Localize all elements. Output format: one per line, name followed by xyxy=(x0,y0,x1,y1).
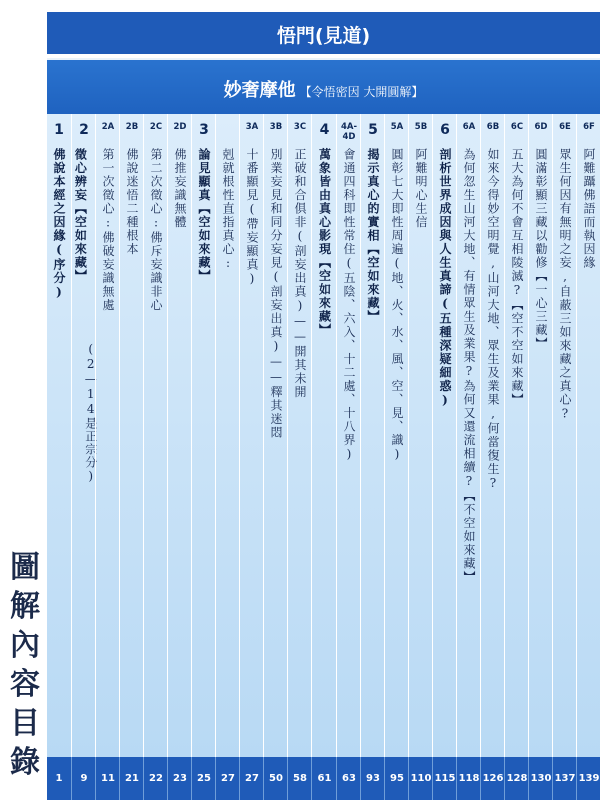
toc-column xyxy=(360,114,385,757)
section-title-text: 阿難躡佛語而執因緣 xyxy=(582,148,596,270)
section-number: 5 xyxy=(368,122,378,138)
toc-column xyxy=(552,114,577,757)
toc-column xyxy=(239,114,264,757)
page-number: 11 xyxy=(95,757,120,800)
toc-column xyxy=(215,114,240,757)
section-title-text: 會通四科即性常住(五陰、六入、十二處、十八界) xyxy=(342,148,356,463)
subsection-title: 妙奢摩他 xyxy=(223,80,296,101)
page-number: 1 xyxy=(55,773,63,784)
page-number: 130 xyxy=(528,757,553,800)
subsection-header xyxy=(47,58,600,116)
toc-column xyxy=(143,114,168,757)
toc-column xyxy=(287,114,312,757)
toc-column xyxy=(528,114,553,757)
section-number: 1 xyxy=(54,122,64,138)
toc-column xyxy=(71,114,96,757)
section-title-text: 十番顯見(帶妄顯真) xyxy=(245,148,259,287)
page-number: 118 xyxy=(456,757,481,800)
section-number: 3B xyxy=(269,122,283,132)
section-title-text: 為何忽生山河大地、有情眾生及業果?為何又還流相續?【不空如來藏】 xyxy=(462,148,476,584)
section-number: 6F xyxy=(583,122,595,132)
page-number: 22 xyxy=(143,757,168,800)
page-number: 50 xyxy=(263,757,288,800)
toc-column xyxy=(336,114,361,757)
section-number: 6 xyxy=(440,122,450,138)
section-number: 5A xyxy=(390,122,404,132)
section-number: 5B xyxy=(414,122,428,132)
section-title-text: 佛推妄識無體 xyxy=(173,148,187,229)
toc-column xyxy=(95,114,120,757)
toc-column xyxy=(576,114,601,757)
page-number: 93 xyxy=(360,757,385,800)
section-title-text: 第二次徵心:佛斥妄識非心 xyxy=(149,148,163,312)
page-number: 23 xyxy=(167,757,192,800)
section-number: 3 xyxy=(199,122,209,138)
section-number: 2A xyxy=(101,122,115,132)
page-number: 9 xyxy=(71,757,96,800)
subsection-note: 【令悟密因 大開圓解】 xyxy=(299,85,424,99)
section-title-text: 圓滿彰顯三藏以勸修【一心三藏】 xyxy=(534,148,548,351)
section-header xyxy=(47,12,600,56)
page-number: 21 xyxy=(119,757,144,800)
page-number: 128 xyxy=(504,757,529,800)
section-title-text: 五大為何不會互相陵滅?【空不空如來藏】 xyxy=(510,148,524,407)
section-title-text: 如來今得妙空明覺,山河大地、眾生及業果,何當復生? xyxy=(486,148,500,492)
section-title-text: 圓彰七大即性周遍(地、火、水、風、空、見、識) xyxy=(390,148,404,463)
toc-column xyxy=(432,114,457,757)
toc-column xyxy=(191,114,216,757)
page-number-row xyxy=(47,757,600,800)
section-note-text: (2—14是正宗分) xyxy=(83,342,98,484)
toc-column xyxy=(504,114,529,757)
side-title-strip xyxy=(0,0,47,800)
page-number: 110 xyxy=(408,757,433,800)
page-number: 139 xyxy=(576,757,601,800)
page-number: 137 xyxy=(552,757,577,800)
page-number: 63 xyxy=(336,757,361,800)
section-title-text: 佛說迷悟二種根本 xyxy=(125,148,139,256)
page-number: 27 xyxy=(239,757,264,800)
section-title-text: 揭示真心的實相【空如來藏】 xyxy=(366,148,380,324)
section-title-text: 剖析世界成因與人生真諦(五種深疑細惑) xyxy=(438,148,452,409)
section-number: 4 xyxy=(319,122,330,138)
toc-column xyxy=(384,114,409,757)
section-number: 6C xyxy=(510,122,524,132)
section-number: 4A-4D xyxy=(340,122,358,142)
section-title-text: 別業妄見和同分妄見(剖妄出真)——釋其迷悶 xyxy=(269,148,283,440)
page-number: 95 xyxy=(384,757,409,800)
toc-column xyxy=(480,114,505,757)
contents-table xyxy=(47,114,600,757)
section-title-text: 眾生何因有無明之妄,自蔽三如來藏之真心? xyxy=(558,148,572,422)
toc-column xyxy=(311,114,337,757)
section-number: 6E xyxy=(559,122,571,132)
page-number: 58 xyxy=(287,757,312,800)
page-number: 61 xyxy=(311,757,337,800)
toc-column xyxy=(456,114,481,757)
toc-column xyxy=(408,114,433,757)
section-number: 2B xyxy=(125,122,139,132)
section-number: 3A xyxy=(245,122,259,132)
section-title-text: 正破和合俱非(剖妄出真)——開其未開 xyxy=(293,148,307,399)
toc-column xyxy=(167,114,192,757)
section-title-text: 剋就根性直指真心: xyxy=(221,148,235,272)
section-number: 6D xyxy=(534,122,548,132)
section-title-text: 論見顯真【空如來藏】 xyxy=(197,148,211,283)
toc-column xyxy=(47,114,71,757)
section-number: 2C xyxy=(149,122,163,132)
section-number: 6A xyxy=(462,122,476,132)
section-number: 2D xyxy=(173,122,187,132)
section-title-text: 萬象皆由真心影現【空如來藏】 xyxy=(317,148,332,337)
page-number: 126 xyxy=(480,757,505,800)
toc-column xyxy=(119,114,144,757)
section-number: 3C xyxy=(293,122,307,132)
section-title-text: 徵心辨妄【空如來藏】 xyxy=(73,148,88,283)
page-number: 25 xyxy=(191,757,216,800)
section-title-text: 阿難明心生信 xyxy=(414,148,428,229)
page-number: 115 xyxy=(432,757,457,800)
section-number: 6B xyxy=(486,122,500,132)
section-title-text: 佛說本經之因緣(序分) xyxy=(52,148,66,301)
section-title: 悟門(見道) xyxy=(276,25,371,47)
toc-column xyxy=(263,114,288,757)
section-title-text: 第一次徵心:佛破妄識無處 xyxy=(101,148,115,312)
section-number: 2 xyxy=(79,122,89,138)
page-number: 27 xyxy=(215,757,240,800)
side-title: 圖解內容目錄 xyxy=(10,550,40,780)
